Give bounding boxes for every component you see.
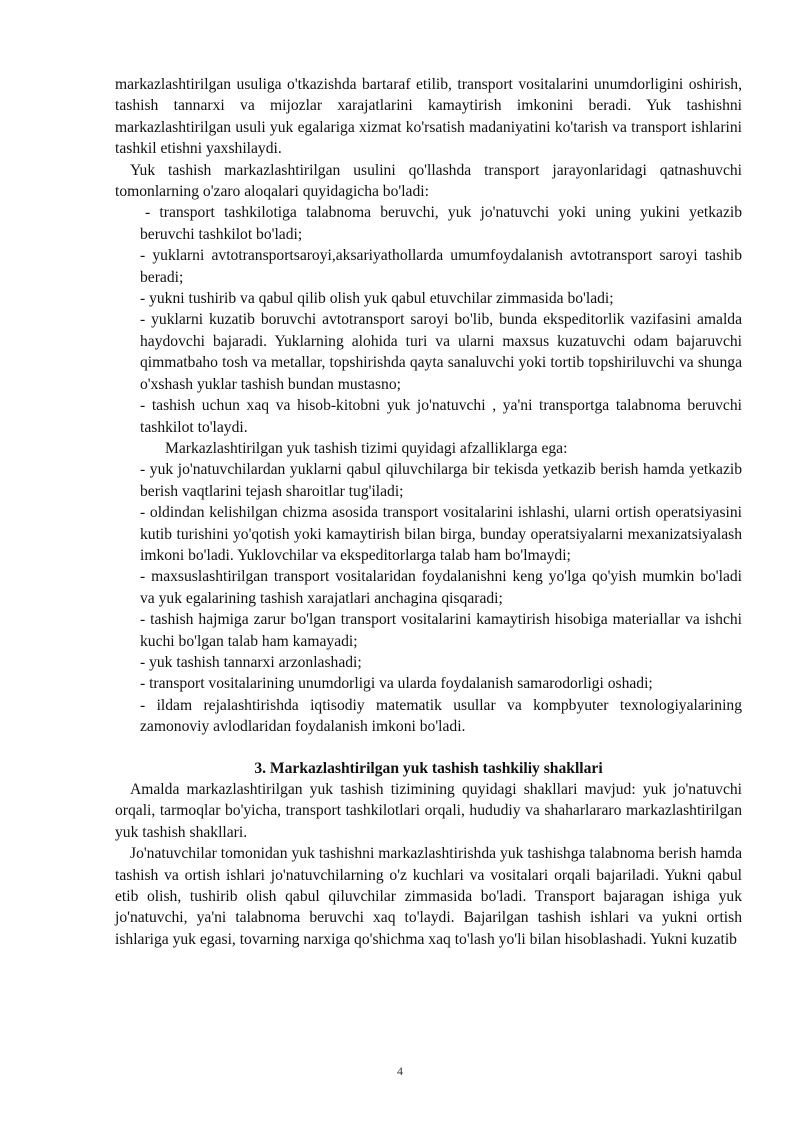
paragraph-relations: Yuk tashish markazlashtirilgan usulini qo'llashda transport jarayonlaridagi qatnashuvchi tomonlarning o'zaro aloqalari quyidagicha bo'ladi:	[115, 161, 742, 201]
list-item: - yuk tashish tannarxi arzonlashadi;	[140, 653, 362, 671]
list-item: - tashish uchun xaq va hisob-kitobni yuk jo'natuvchi , ya'ni transportga talabnoma beruvchi tashkilot to'laydi.	[140, 397, 742, 436]
list-item: - maxsuslashtirilgan transport vositalaridan foydalanishni keng yo'lga qo'yish mumkin bo'ladi va yuk egalarining tashish xarajatlari anchagina qisqaradi;	[140, 568, 742, 607]
list-item: - tashish hajmiga zarur bo'lgan transport vositalarini kamaytirish hisobiga materiallar va ishchi kuchi bo'lgan talab ham kamayadi;	[140, 611, 742, 650]
list-item: - oldindan kelishilgan chizma asosida transport vositalarini ishlashi, ularni ortish operatsiyasini kutib turishini yo'qotish yoki kamaytirish bilan birga, bunday operatsiyalarni mexanizatsiyalash imkoni bo'ladi. Yuklovchilar va ekspeditorlarga talab ham bo'lmaydi;	[140, 504, 742, 564]
list-item: - yukni tushirib va qabul qilib olish yuk qabul etuvchilar zimmasida bo'ladi;	[140, 290, 614, 308]
advantages-list	[115, 459, 742, 737]
list-item: - yuk jo'natuvchilardan yuklarni qabul qiluvchilarga bir tekisda yetkazib berish hamda yetkazib berish vaqtlarini tejash sharoitlar tug'iladi;	[140, 461, 742, 500]
paragraph-shippers: Jo'natuvchilar tomonidan yuk tashishni markazlashtirishda yuk tashishga talabnoma berish hamda tashish va ortish ishlari jo'natuvchilarning o'z kuchlari va vositalari orqali bajariladi. Yukni qabul etib olish, tushirib olish qabul qiluvchilar zimmasida bo'ladi. Transport bajaragan ishiga yuk jo'natuvchi, ya'ni talabnoma beruvchi xaq to'laydi. Bajarilgan tashish ishlari va yukni ortish ishlariga yuk egasi, tovarning narxiga qo'shichma xaq to'lash yo'li bilan hisoblashadi. Yukni kuzatib	[115, 845, 742, 948]
list-item: - ildam rejalashtirishda iqtisodiy matematik usullar va kompbyuter texnologiyalarining zamonoviy avlodlaridan foydalanish imkoni bo'ladi.	[140, 696, 742, 736]
document-page	[115, 74, 742, 950]
list-item: - yuklarni avtotransportsaroyi,aksariyathollarda umumfoydalanish avtotransport saroyi tashib beradi;	[140, 247, 742, 286]
list-item: - transport vositalarining unumdorligi va ularda foydalanish samarodorligi oshadi;	[140, 675, 653, 693]
page-number: 4	[397, 1064, 403, 1078]
section-heading: 3. Markazlashtirilgan yuk tashish tashkiliy shakllari	[254, 759, 603, 777]
paragraph-advantages: Markazlashtirilgan yuk tashish tizimi quyidagi afzalliklarga ega:	[165, 439, 568, 457]
paragraph-forms: Amalda markazlashtirilgan yuk tashish tizimining quyidagi shakllari mavjud: yuk jo'natuvchi orqali, tarmoqlar bo'yicha, transport tashkilotlari orqali, hududiy va shaharlararo markazlashtirilgan yuk tashish shakllari.	[115, 781, 742, 841]
paragraph-intro: markazlashtirilgan usuliga o'tkazishda bartaraf etilib, transport vositalarini unumdorligini oshirish, tashish tannarxi va mijozlar xarajatlarini kamaytirish imkonini beradi. Yuk tashishni markazlashtirilgan usuli yuk egalariga xizmat ko'rsatish madaniyatini ko'tarish va transport ishlarini tashkil etishni yaxshilaydi.	[115, 76, 742, 158]
list-item: - transport tashkilotiga talabnoma beruvchi, yuk jo'natuvchi yoki uning yukini yetkazib beruvchi tashkilot bo'ladi;	[140, 204, 742, 243]
list-item: - yuklarni kuzatib boruvchi avtotransport saroyi bo'lib, bunda ekspeditorlik vazifasini amalda haydovchi bajaradi. Yuklarning alohida turi va ularni maxsus kuzatuvchi odam bajaruvchi qimmatbaho tosh va metallar, topshirishda qayta sanaluvchi yoki tortib topshiriluvchi va shunga o'xshash yuklar tashish bundan mustasno;	[140, 311, 742, 393]
relations-list	[115, 202, 742, 437]
